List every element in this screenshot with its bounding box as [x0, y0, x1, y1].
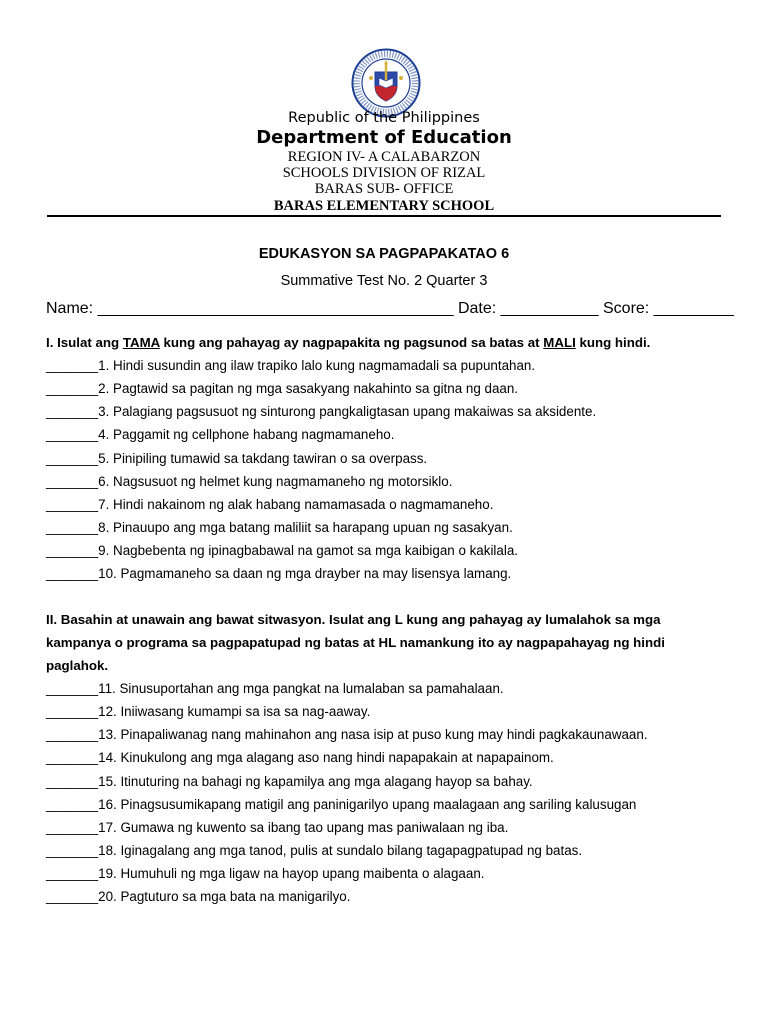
part1-item[interactable]: _______1. Hindi susundin ang ilaw trapiko lalo kung nagmamadali sa pupuntahan. [46, 358, 536, 373]
department-title: Department of Education [256, 127, 512, 148]
test-title: Summative Test No. 2 Quarter 3 [280, 273, 488, 289]
part2-instruction-line: paglahok. [46, 658, 109, 673]
division-text: SCHOOLS DIVISION OF RIZAL [282, 165, 486, 181]
part2-item[interactable]: _______12. Iniiwasang kumampi sa isa sa nag-aaway. [46, 704, 371, 720]
part1-item[interactable]: _______2. Pagtawid sa pagitan ng mga sasakyang nakahinto sa gitna ng daan. [46, 381, 519, 397]
part2-instruction-line: kampanya o programa sa pagpapatupad ng batas at HL namankung ito ay nagpapahayag ng hindi [46, 635, 665, 650]
part1-item[interactable]: _______5. Pinipiling tumawid sa takdang tawiran o sa overpass. [46, 450, 428, 466]
part1-instruction-text: kung hindi. [575, 335, 651, 350]
part2-item[interactable]: _______17. Gumawa ng kuwento sa ibang tao upang mas paniwalaan ng iba. [46, 819, 509, 835]
date-label: Date: [457, 300, 501, 317]
score-field[interactable]: _________ [653, 300, 734, 317]
deped-seal-icon [351, 48, 421, 118]
part2-item[interactable]: _______14. Kinukulong ang mga alagang aso nang hindi napapakain at napapainom. [46, 750, 554, 766]
part2-item[interactable]: _______13. Pinapaliwanag nang mahinahon ang nasa isip at puso kung may hindi pagkakaunawaan. [46, 727, 648, 743]
part2-item[interactable]: _______20. Pagtuturo sa mga bata na manigarilyo. [46, 889, 351, 905]
part1-item[interactable]: _______3. Palagiang pagsusuot ng sinturong pangkaligtasan upang makaiwas sa aksidente. [46, 404, 597, 420]
part2-item[interactable]: _______15. Itinuturing na bahagi ng kapamilya ang mga alagang hayop sa bahay. [46, 773, 533, 789]
part1-item[interactable]: _______6. Nagsusuot ng helmet kung nagmamaneho ng motorsiklo. [46, 473, 453, 489]
score-label: Score: [603, 300, 654, 317]
mali-keyword: MALI [543, 335, 576, 350]
part2-item[interactable]: _______19. Humuhuli ng mga ligaw na hayop upang maibenta o alagaan. [46, 866, 485, 882]
part1-item[interactable]: _______8. Pinauupo ang mga batang maliliit sa harapang upuan ng sasakyan. [46, 519, 513, 535]
part2-item[interactable]: _______11. Sinusuportahan ang mga pangkat na lumalaban sa pamahalaan. [46, 681, 504, 696]
part2-item[interactable]: _______18. Iginagalang ang mga tanod, pulis at sundalo bilang tagapagpatupad ng batas. [46, 842, 583, 858]
sub-office-text: BARAS SUB- OFFICE [314, 181, 454, 197]
part1-items-list [46, 354, 736, 585]
part1-item[interactable]: _______7. Hindi nakainom ng alak habang namamasada o nagmamaneho. [46, 496, 494, 512]
part2-items-list [46, 677, 736, 908]
part2-item[interactable]: _______16. Pinagsusumikapang matigil ang paninigarilyo upang maalagaan ang sariling kalusugan [46, 796, 637, 812]
subject-title: EDUKASYON SA PAGPAPAKATAO 6 [258, 246, 510, 262]
part1-item[interactable]: _______10. Pagmamaneho sa daan ng mga drayber na may lisensya lamang. [46, 566, 512, 582]
republic-text: Republic of the Philippines [288, 110, 480, 126]
header-divider [47, 215, 721, 217]
part1-instruction-text: kung ang pahayag ay nagpapakita ng pagsunod sa batas at [159, 335, 544, 350]
name-field[interactable]: ________________________________________ [97, 300, 454, 317]
part2-instruction-line: II. Basahin at unawain ang bawat sitwasyon. Isulat ang L kung ang pahayag ay lumalahok sa mga [46, 612, 661, 627]
part1-instruction [46, 331, 726, 354]
student-info-row [46, 300, 734, 318]
part1-instruction-text: I. Isulat ang [46, 335, 123, 350]
part2-instruction [46, 608, 726, 677]
tama-keyword: TAMA [122, 335, 160, 350]
part1-item[interactable]: _______4. Paggamit ng cellphone habang nagmamaneho. [46, 427, 395, 443]
date-field[interactable]: ___________ [500, 300, 599, 317]
part1-item[interactable]: _______9. Nagbebenta ng ipinagbabawal na gamot sa mga kaibigan o kakilala. [46, 543, 518, 559]
name-label: Name: [46, 300, 98, 317]
region-text: REGION IV- A CALABARZON [287, 149, 481, 165]
school-name: BARAS ELEMENTARY SCHOOL [273, 198, 495, 214]
